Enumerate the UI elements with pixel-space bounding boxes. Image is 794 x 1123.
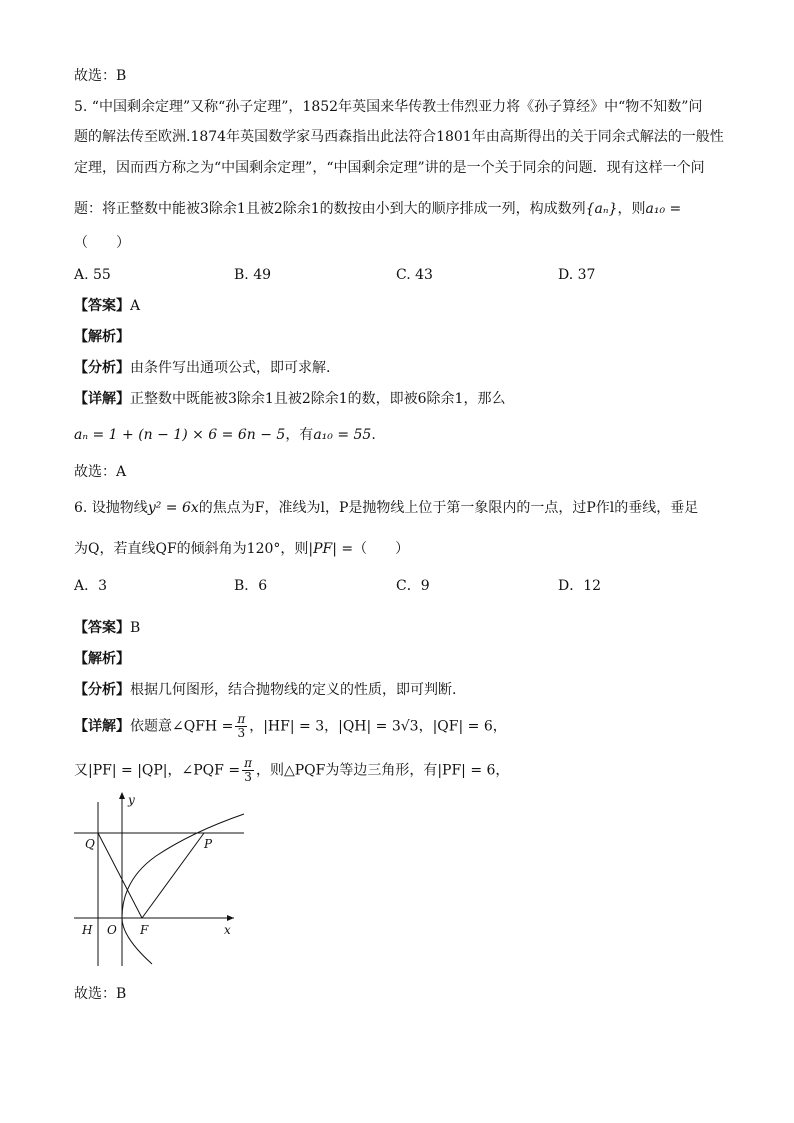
q6-answer <box>74 618 140 638</box>
q6-stem-line-2 <box>74 539 409 559</box>
label-q: Q <box>85 837 95 851</box>
q5-option-c: C. 43 <box>396 267 433 283</box>
q5-stem-line-1: 5. “中国剩余定理”又称“孙子定理”，1852年英国来华传教士伟烈亚力将《孙子算经》中“物不知数”问 <box>74 99 703 115</box>
q6-fraction-pi-over-3: $\frac{\pi}{3}$ <box>237 712 246 740</box>
label-p: P <box>204 837 213 851</box>
parabola-curve <box>122 814 244 964</box>
q6-detail-line-2 <box>74 757 509 784</box>
q5-fenxi-tag: 【分析】 <box>74 360 130 376</box>
q5-fenxi <box>74 358 330 378</box>
q5-stem-text-2: ，则 <box>617 201 646 217</box>
y-axis-arrow <box>119 792 125 799</box>
q5-stem-line-2: 题的解法传至欧洲.1874年英国数学家马西森指出此法符合1801年由高斯得出的关于同余式解法的一般性 <box>74 129 724 145</box>
q5-option-a: A. 55 <box>74 267 111 283</box>
q6-detail-text-2: ，则△PQF为等边三角形，有|PF| = 6， <box>255 762 510 779</box>
q5-answer-value: A <box>130 298 141 314</box>
q6-parabola-eq: y² = 6x <box>147 500 199 516</box>
q6-stem-line-1 <box>74 498 698 518</box>
x-axis-arrow <box>227 915 234 921</box>
q5-option-d: D. 37 <box>558 267 596 283</box>
q5-xiangjie-tag: 【详解】 <box>74 391 130 407</box>
q6-option-b: B．6 <box>234 578 268 594</box>
q6-options <box>74 576 734 596</box>
q6-answer-value: B <box>130 620 141 636</box>
label-x: x <box>224 923 231 937</box>
q6-paren: （ ） <box>353 541 410 557</box>
prev-answer-choice: 故选：B <box>74 68 127 84</box>
q5-formula: aₙ = 1 + (n − 1) × 6 = 6n − 5 <box>74 427 286 443</box>
q6-pf: |PF| = <box>308 541 354 557</box>
q5-formula-end: . <box>371 427 376 443</box>
q6-stem-text-2: 的焦点为F，准线为l，P是抛物线上位于第一象限内的一点，过P作l的垂线，垂足 <box>198 500 699 516</box>
q6-xiangjie-tag: 【详解】 <box>74 718 130 735</box>
parabola-figure <box>74 792 250 968</box>
q6-detail-text: 又|PF| = |QP|，∠PQF = <box>74 762 241 779</box>
q5-fenxi-text: 由条件写出通项公式，即可求解. <box>130 360 331 376</box>
q6-option-a: A．3 <box>74 578 108 594</box>
q6-answer-tag: 【答案】 <box>74 620 130 636</box>
q6-fenxi-text: 根据几何图形，结合抛物线的定义的性质，即可判断. <box>130 682 457 698</box>
q5-choice: 故选：A <box>74 464 127 480</box>
q6-xiangjie-text: 依题意∠QFH = <box>130 718 234 735</box>
q6-choice: 故选：B <box>74 986 127 1002</box>
q6-fenxi <box>74 680 456 700</box>
q5-jiexi-tag: 【解析】 <box>74 329 130 345</box>
q6-option-d: D．12 <box>558 578 602 594</box>
q5-formula-result: a₁₀ = 55 <box>313 427 372 443</box>
q5-formula-mid: ，有 <box>285 427 314 443</box>
q6-stem-text: 6. 设抛物线 <box>74 500 148 516</box>
label-y: y <box>128 793 135 807</box>
q5-xiangjie-text: 正整数中既能被3除余1且被2除余1的数，即被6除余1，那么 <box>130 391 506 407</box>
q6-fenxi-tag: 【分析】 <box>74 682 130 698</box>
q6-stem-text-3: 为Q，若直线QF的倾斜角为120°，则 <box>74 541 309 557</box>
q5-answer-tag: 【答案】 <box>74 298 130 314</box>
q5-sequence: {aₙ} <box>585 201 618 217</box>
q6-jiexi-tag: 【解析】 <box>74 651 130 667</box>
q6-fraction-pi-over-3-b: $\frac{\pi}{3}$ <box>244 756 252 784</box>
q5-option-b: B. 49 <box>234 267 272 283</box>
q5-stem-line-4 <box>74 199 681 219</box>
q6-xiangjie-text-2: ，|HF| = 3，|QH| = 3√3，|QF| = 6， <box>249 718 507 735</box>
q5-options <box>74 265 734 285</box>
q5-target: a₁₀ = <box>645 201 682 217</box>
q5-answer <box>74 296 140 316</box>
label-f: F <box>140 923 149 937</box>
q6-xiangjie <box>74 713 507 740</box>
label-h: H <box>82 923 93 937</box>
q6-option-c: C．9 <box>396 578 430 594</box>
q5-paren: （ ） <box>74 235 130 251</box>
label-o: O <box>107 923 117 937</box>
q5-xiangjie <box>74 389 505 409</box>
q5-formula-line <box>74 425 376 445</box>
q5-stem-text: 题：将正整数中能被3除余1且被2除余1的数按由小到大的顺序排成一列，构成数列 <box>74 201 586 217</box>
q5-stem-line-3: 定理，因而西方称之为“中国剩余定理”，“中国剩余定理”讲的是一个关于同余的问题．现有这样一个问 <box>74 160 705 176</box>
